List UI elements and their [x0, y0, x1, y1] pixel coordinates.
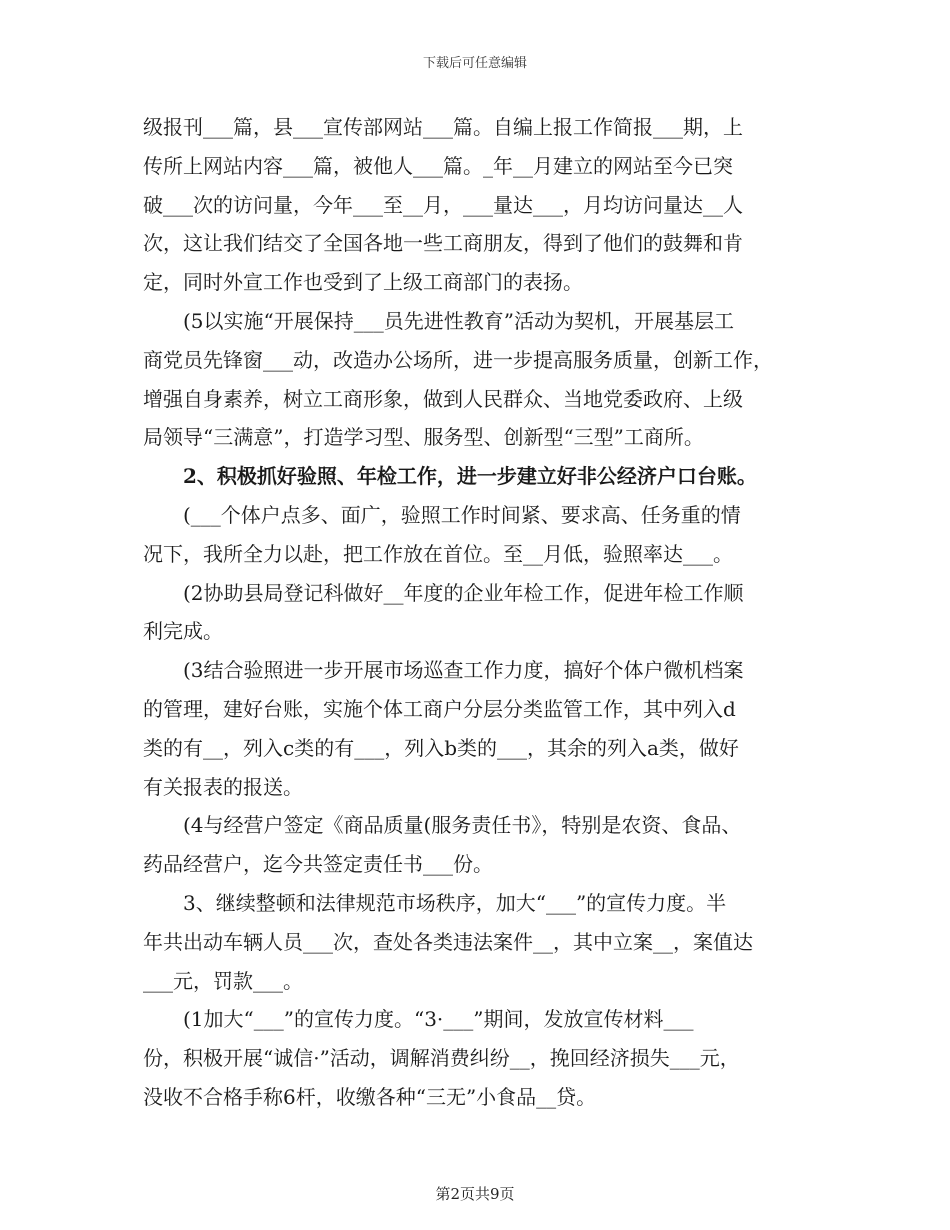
body-line: 级报刊___篇，县___宣传部网站___篇。自编上报工作简报___期，上: [143, 115, 743, 139]
body-line: ___元，罚款___。: [143, 968, 303, 993]
body-line: 3、继续整顿和法律规范市场秩序，加大“___”的宣传力度。半: [143, 890, 727, 915]
body-line: 增强自身素养，树立工商形象，做到人民群众、当地党委政府、上级: [143, 386, 743, 411]
body-line: (5以实施“开展保持___员先进性教育”活动为契机，开展基层工: [143, 308, 734, 333]
body-line: (4与经营户签定《商品质量(服务责任书》，特别是农资、食品、: [143, 813, 742, 838]
body-line: 次，这让我们结交了全国各地一些工商朋友，得到了他们的鼓舞和肯: [143, 231, 743, 256]
page-number: 第2页共9页: [435, 1185, 515, 1203]
body-line: 况下，我所全力以赴，把工作放在首位。至__月低，验照率达___。: [143, 541, 733, 566]
body-line: 份，积极开展“诚信·”活动，调解消费纠纷__，挽回经济损失___元，: [143, 1046, 740, 1071]
document-body: [143, 108, 819, 1117]
section-heading: 2、积极抓好验照、年检工作，进一步建立好非公经济户口台账。: [143, 464, 757, 489]
body-line: 没收不合格手称6杆，收缴各种“三无”小食品__贷。: [143, 1084, 597, 1109]
body-line: (3结合验照进一步开展市场巡查工作力度，搞好个体户微机档案: [143, 658, 744, 683]
body-line: 传所上网站内容___篇，被他人___篇。_年__月建立的网站至今已突: [143, 153, 733, 178]
body-line: (2协助县局登记科做好__年度的企业年检工作，促进年检工作顺: [143, 580, 744, 605]
body-line: 类的有__，列入c类的有___，列入b类的___，其余的列入a类，做好: [143, 735, 739, 760]
body-line: 的管理，建好台账，实施个体工商户分层分类监管工作，其中列入d: [143, 696, 736, 721]
body-line: 定，同时外宣工作也受到了上级工商部门的表扬。: [143, 270, 583, 295]
body-line: 局领导“三满意”，打造学习型、服务型、创新型“三型”工商所。: [143, 425, 704, 450]
body-line: 商党员先锋窗___动，改造办公场所，进一步提高服务质量，创新工作，: [143, 347, 773, 372]
body-line: (___个体户点多、面广，验照工作时间紧、要求高、任务重的情: [143, 502, 741, 527]
body-line: 年共出动车辆人员___次，查处各类违法案件__，其中立案__，案值达: [143, 929, 753, 954]
body-line: 利完成。: [143, 619, 223, 644]
body-line: 有关报表的报送。: [143, 774, 303, 799]
body-line: 破___次的访问量，今年___至__月，___量达___，月均访问量达__人: [143, 192, 743, 217]
body-line: (1加大“___”的宣传力度。“3·___”期间，发放宣传材料___: [143, 1007, 694, 1032]
body-line: 药品经营户，迄今共签定责任书___份。: [143, 852, 493, 877]
page-header-note: 下载后可任意编辑: [422, 56, 527, 71]
